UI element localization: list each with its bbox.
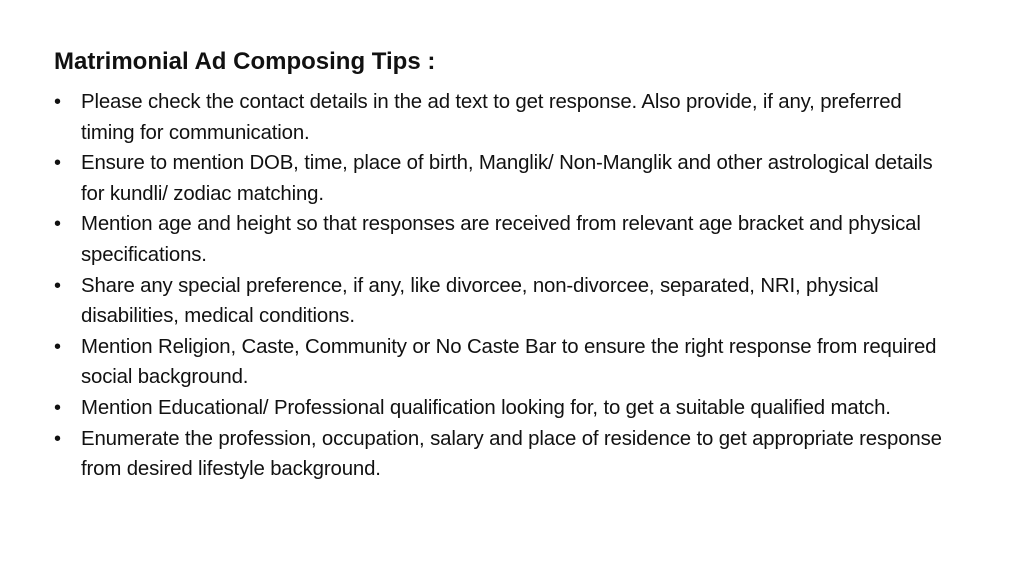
bullet-marker: • [54, 213, 61, 236]
tip-birth-details [54, 148, 954, 209]
bullet-marker: • [54, 335, 61, 358]
tip-contact-details [54, 87, 954, 148]
tip-text: Mention Religion, Caste, Community or No Caste Bar to ensure the right response from required social background. [81, 335, 937, 389]
tips-list [54, 87, 954, 485]
tip-special-preference [54, 271, 954, 332]
tip-text: Please check the contact details in the ad text to get response. Also provide, if any, preferred timing for communication. [81, 91, 902, 144]
tip-text: Ensure to mention DOB, time, place of birth, Manglik/ Non-Manglik and other astrological details for kundli/ zodiac matching. [81, 152, 933, 205]
tip-religion-caste [54, 332, 954, 393]
tip-text: Enumerate the profession, occupation, salary and place of residence to get appropriate response from desired lifestyle background. [81, 427, 942, 481]
tip-qualification [54, 393, 954, 424]
tip-age-height [54, 209, 954, 270]
bullet-marker: • [54, 91, 61, 113]
bullet-marker: • [54, 274, 61, 297]
page-title: Matrimonial Ad Composing Tips : [54, 48, 436, 76]
tip-text: Mention Educational/ Professional qualification looking for, to get a suitable qualified match. [81, 396, 891, 419]
tip-text: Mention age and height so that responses are received from relevant age bracket and physical specifications. [81, 213, 921, 266]
bullet-marker: • [54, 396, 61, 419]
bullet-marker: • [54, 152, 61, 175]
tip-text: Share any special preference, if any, like divorcee, non-divorcee, separated, NRI, physical disabilities, medical conditions. [81, 274, 879, 328]
tip-profession-residence [54, 424, 954, 485]
bullet-marker: • [54, 427, 61, 450]
